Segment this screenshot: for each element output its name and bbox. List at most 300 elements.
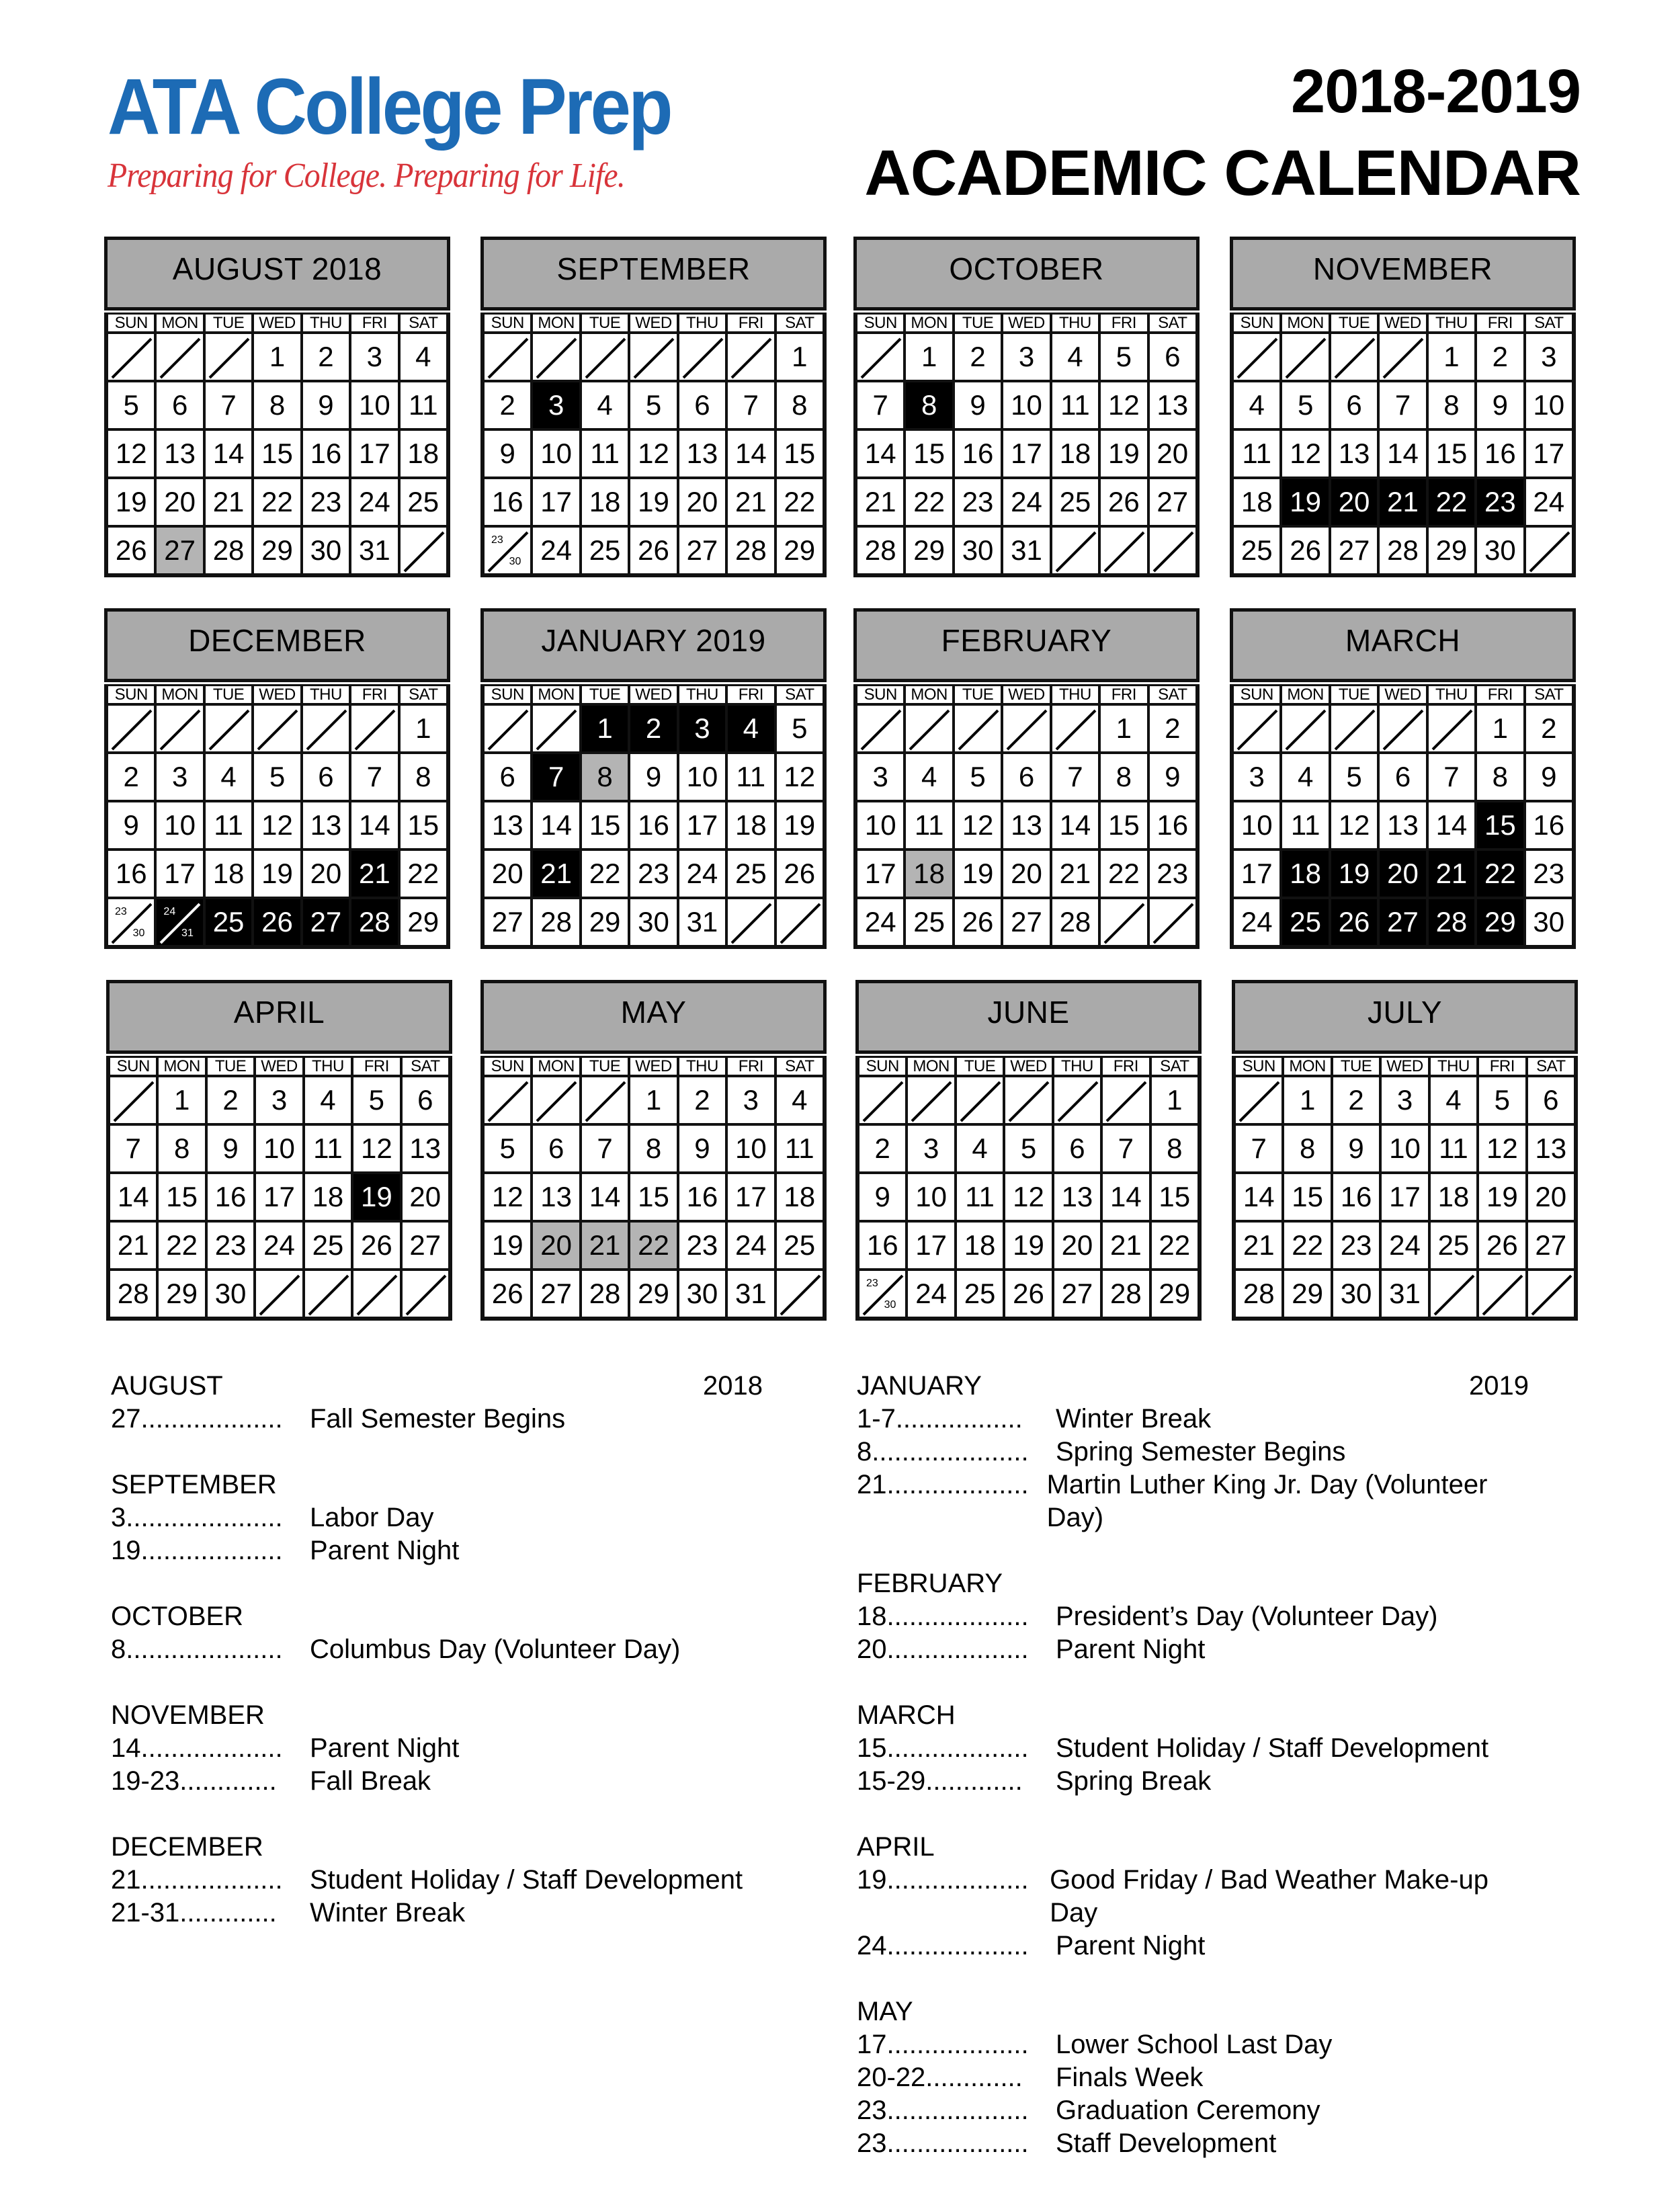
day-cell: 23 [1333,1223,1379,1268]
day-cell: 6 [403,1077,448,1123]
day-cell: 16 [955,431,1001,477]
day-cell: 6 [1528,1077,1574,1123]
weekday-label: SUN [108,686,154,703]
day-cell: 3 [351,334,397,380]
weekday-label: FRI [1479,1058,1525,1075]
event-description: Parent Night [310,1536,460,1565]
month-calendar [853,608,1200,949]
empty-day-cell [1282,334,1328,380]
day-cell: 13 [485,802,530,848]
day-cell: 27 [485,899,530,945]
day-cell: 10 [1382,1126,1427,1171]
day-cell: 6 [157,382,202,428]
event-item [857,1930,1529,1962]
day-cell: 28 [582,1271,628,1317]
day-cell: 5 [485,1126,530,1171]
empty-day-cell [157,706,202,751]
empty-day-cell [157,334,202,380]
day-cell: 15 [401,802,446,848]
day-cell: 18 [582,479,628,525]
split-day-top: 23 [115,906,127,917]
day-cell: 14 [1429,802,1474,848]
day-cell: 27 [1528,1223,1574,1268]
event-description: President’s Day (Volunteer Day) [1056,1602,1438,1631]
month-grid [480,684,827,949]
empty-day-cell [256,1271,302,1317]
day-cell: 18 [1431,1174,1476,1220]
logo-name: ATA College Prep [108,63,671,151]
day-cell: 14 [1380,431,1425,477]
month-grid [1230,684,1576,949]
month-title: NOVEMBER [1230,237,1576,311]
day-cell: 8 [630,1126,676,1171]
day-cell: 26 [1331,899,1377,945]
day-cell: 8 [1477,754,1523,800]
empty-day-cell [1236,1077,1282,1123]
event-date: 8..................... [111,1635,283,1664]
empty-day-cell [1331,706,1377,751]
event-item [857,1732,1529,1765]
empty-day-cell [777,1271,823,1317]
day-cell: 9 [955,382,1001,428]
weekday-label: SUN [485,315,530,331]
day-cell: 3 [1003,334,1049,380]
day-cell: 1 [1284,1077,1330,1123]
month-title: DECEMBER [104,608,450,682]
day-cell: 10 [533,431,579,477]
day-cell: 6 [1054,1126,1100,1171]
day-cell: 16 [1477,431,1523,477]
day-cell: 27 [533,1271,579,1317]
day-cell: 4 [1282,754,1328,800]
day-cell: 27 [1003,899,1049,945]
day-cell: 19 [955,851,1001,897]
event-group [111,1370,763,1436]
weekday-label: SAT [1528,1058,1574,1075]
event-description: Parent Night [1056,1931,1206,1960]
empty-day-cell [906,706,952,751]
event-description: Lower School Last Day [1056,2030,1333,2059]
day-cell: 22 [1101,851,1146,897]
day-cell: 13 [1380,802,1425,848]
event-date: 19-23............. [111,1766,277,1796]
weekday-label: FRI [353,1058,399,1075]
day-cell: 5 [254,754,300,800]
day-cell: 5 [1479,1077,1525,1123]
event-date: 15................... [857,1733,1029,1763]
day-cell: 2 [208,1077,253,1123]
split-day-bottom: 31 [181,927,194,939]
day-cell: 5 [955,754,1001,800]
day-cell: 19 [1101,431,1146,477]
event-year: 2018 [703,1371,763,1401]
day-cell: 20 [1054,1223,1100,1268]
day-cell: 11 [906,802,952,848]
day-cell: 31 [1382,1271,1427,1317]
day-cell: 3 [256,1077,302,1123]
day-cell: 2 [303,334,349,380]
day-cell: 24 [351,479,397,525]
weekday-label: WED [254,686,300,703]
weekday-label: THU [1052,686,1098,703]
day-cell: 9 [485,431,530,477]
event-month-name: AUGUST [111,1371,223,1401]
day-cell: 14 [857,431,903,477]
day-cell: 17 [908,1223,954,1268]
day-cell: 24 [1234,899,1279,945]
weekday-label: TUE [206,315,251,331]
day-cell: 17 [1382,1174,1427,1220]
month-grid [853,684,1200,949]
day-cell: 13 [1054,1174,1100,1220]
day-cell: 20 [157,479,202,525]
day-cell: 26 [485,1271,530,1317]
day-cell: 23 [303,479,349,525]
day-cell: 30 [1477,528,1523,573]
day-cell: 2 [955,334,1001,380]
day-cell: 3 [157,754,202,800]
event-date: 15-29............. [857,1766,1023,1796]
empty-day-cell [728,334,773,380]
day-cell: 14 [1052,802,1098,848]
day-cell: 21 [1236,1223,1282,1268]
weekday-label: FRI [1101,686,1146,703]
day-cell: 26 [1282,528,1328,573]
weekday-label: MON [906,686,952,703]
day-cell: 29 [1284,1271,1330,1317]
weekday-label: FRI [1477,686,1523,703]
month-grid [1230,313,1576,577]
day-cell: 10 [157,802,202,848]
day-cell: 15 [1101,802,1146,848]
event-description: Winter Break [310,1898,466,1928]
weekday-label: MON [1282,315,1328,331]
day-cell: 7 [857,382,903,428]
day-cell: 14 [533,802,579,848]
day-cell: 28 [1429,899,1474,945]
weekday-label: WED [256,1058,302,1075]
event-item [857,1765,1529,1798]
event-item [857,1633,1529,1666]
day-cell: 2 [859,1126,905,1171]
empty-day-cell [533,334,579,380]
day-cell: 27 [1331,528,1377,573]
empty-day-cell [777,899,823,945]
day-cell: 11 [582,431,628,477]
month-grid [855,1056,1202,1321]
day-cell: 4 [728,706,773,751]
event-item [857,1864,1529,1930]
day-cell: 15 [906,431,952,477]
event-date: 14................... [111,1733,283,1763]
empty-day-cell [859,1077,905,1123]
day-cell: 3 [728,1077,773,1123]
event-group [857,1567,1529,1666]
day-cell: 29 [401,899,446,945]
split-day-top: 23 [491,534,503,546]
event-item [857,1468,1529,1534]
month-grid [480,1056,827,1321]
event-item [111,1732,763,1765]
event-month-heading [857,1370,1529,1403]
weekday-label: WED [630,686,676,703]
split-day-top: 24 [163,906,176,917]
day-cell: 14 [582,1174,628,1220]
day-cell: 21 [533,851,579,897]
day-cell: 21 [1429,851,1474,897]
day-cell: 28 [206,528,251,573]
day-cell: 27 [1054,1271,1100,1317]
day-cell: 20 [1528,1174,1574,1220]
day-cell: 28 [1052,899,1098,945]
day-cell: 15 [1152,1174,1198,1220]
empty-day-cell [957,1077,1003,1123]
month-calendar [104,608,450,949]
month-calendar [480,237,827,577]
day-cell: 17 [679,802,725,848]
event-description: Spring Break [1056,1766,1212,1796]
day-cell: 15 [777,431,823,477]
weekday-label: TUE [582,1058,628,1075]
day-cell: 22 [906,479,952,525]
day-cell: 6 [1003,754,1049,800]
day-cell: 7 [728,382,773,428]
day-cell: 7 [206,382,251,428]
month-title: APRIL [106,980,452,1054]
day-cell: 21 [857,479,903,525]
event-month-heading [111,1600,763,1633]
day-cell: 1 [1152,1077,1198,1123]
event-group [857,1995,1529,2160]
empty-day-cell [110,1077,156,1123]
event-item [857,2094,1529,2127]
day-cell: 31 [728,1271,773,1317]
split-day-bottom: 30 [509,556,521,567]
day-cell: 4 [582,382,628,428]
event-description: Fall Semester Begins [310,1404,566,1434]
weekday-label: WED [1380,315,1425,331]
day-cell: 26 [955,899,1001,945]
day-cell: 22 [777,479,823,525]
day-cell: 20 [1331,479,1377,525]
event-date: 20................... [857,1635,1029,1664]
weekday-label: SAT [401,686,446,703]
day-cell: 3 [679,706,725,751]
empty-day-cell [1479,1271,1525,1317]
day-cell: 5 [1101,334,1146,380]
day-cell: 4 [906,754,952,800]
day-cell: 5 [1005,1126,1051,1171]
empty-day-cell [533,706,579,751]
month-grid [104,684,450,949]
day-cell: 4 [1234,382,1279,428]
empty-day-cell [1150,528,1195,573]
weekday-label: SUN [1236,1058,1282,1075]
day-cell: 17 [256,1174,302,1220]
day-cell: 24 [256,1223,302,1268]
empty-day-cell [728,899,773,945]
weekday-label: SUN [1234,686,1279,703]
day-cell: 13 [303,802,349,848]
day-cell: 20 [303,851,349,897]
events-list-2019 [857,1370,1529,2193]
day-cell: 20 [1150,431,1195,477]
day-cell: 8 [582,754,628,800]
day-cell: 25 [206,899,251,945]
day-cell: 25 [582,528,628,573]
month-calendar [855,980,1202,1321]
event-description: Parent Night [310,1733,460,1763]
weekday-label: MON [908,1058,954,1075]
empty-day-cell [857,334,903,380]
day-cell: 1 [582,706,628,751]
day-cell: 30 [1526,899,1572,945]
day-cell: 29 [254,528,300,573]
day-cell: 16 [108,851,154,897]
event-month-name: MARCH [857,1700,956,1730]
day-cell: 19 [1331,851,1377,897]
day-cell: 25 [1052,479,1098,525]
day-cell: 26 [1005,1271,1051,1317]
day-cell: 18 [728,802,773,848]
day-cell: 14 [728,431,773,477]
event-group [857,1831,1529,1962]
event-year: 2019 [1469,1371,1529,1401]
day-cell: 23 [1526,851,1572,897]
day-cell: 12 [1101,382,1146,428]
day-cell: 6 [533,1126,579,1171]
day-cell: 24 [1382,1223,1427,1268]
day-cell: 17 [857,851,903,897]
day-cell: 4 [1431,1077,1476,1123]
day-cell: 12 [1005,1174,1051,1220]
empty-day-cell [351,706,397,751]
empty-day-cell [206,334,251,380]
event-description: Labor Day [310,1503,434,1532]
weekday-label: SUN [1234,315,1279,331]
day-cell: 5 [353,1077,399,1123]
day-cell: 8 [1152,1126,1198,1171]
day-cell: 22 [1152,1223,1198,1268]
day-cell: 23 [208,1223,253,1268]
empty-day-cell [353,1271,399,1317]
weekday-label: MON [533,1058,579,1075]
weekday-label: SUN [857,315,903,331]
event-description: Fall Break [310,1766,431,1796]
weekday-label: THU [303,315,349,331]
event-month-name: OCTOBER [111,1602,244,1631]
day-cell: 17 [533,479,579,525]
weekday-label: FRI [351,686,397,703]
event-group [111,1831,763,1930]
event-item [111,1633,763,1666]
weekday-label: SAT [777,315,823,331]
weekday-label: THU [679,315,725,331]
event-group [111,1600,763,1666]
event-month-heading [857,1699,1529,1732]
day-cell: 20 [533,1223,579,1268]
day-cell: 21 [1103,1223,1148,1268]
weekday-label: THU [679,686,725,703]
day-cell: 29 [906,528,952,573]
day-cell: 28 [1103,1271,1148,1317]
day-cell: 15 [254,431,300,477]
day-cell: 2 [1333,1077,1379,1123]
empty-day-cell [1380,706,1425,751]
day-cell: 19 [1005,1223,1051,1268]
day-cell: 26 [630,528,676,573]
day-cell: 25 [957,1271,1003,1317]
day-cell: 17 [157,851,202,897]
day-cell: 7 [1380,382,1425,428]
day-cell: 22 [1429,479,1474,525]
split-day-bottom: 30 [132,927,145,939]
day-cell: 19 [108,479,154,525]
day-cell: 9 [1150,754,1195,800]
day-cell: 6 [303,754,349,800]
event-date: 1-7................. [857,1404,1023,1434]
weekday-label: FRI [351,315,397,331]
day-cell: 8 [906,382,952,428]
weekday-label: TUE [1333,1058,1379,1075]
day-cell: 11 [957,1174,1003,1220]
event-item [111,1864,763,1897]
day-cell: 7 [110,1126,156,1171]
day-cell: 11 [1234,431,1279,477]
weekday-label: SUN [485,686,530,703]
day-cell: 12 [254,802,300,848]
day-cell: 25 [305,1223,351,1268]
empty-day-cell [1526,528,1572,573]
day-cell: 24 [679,851,725,897]
weekday-label: SUN [859,1058,905,1075]
event-date: 8..................... [857,1437,1029,1466]
day-cell: 14 [206,431,251,477]
day-cell: 13 [157,431,202,477]
weekday-label: TUE [1331,315,1377,331]
month-calendar [480,608,827,949]
day-cell: 24 [908,1271,954,1317]
event-month-heading [111,1831,763,1864]
day-cell: 25 [728,851,773,897]
day-cell: 10 [728,1126,773,1171]
day-cell: 16 [1150,802,1195,848]
empty-day-cell [108,334,154,380]
day-cell: 29 [1429,528,1474,573]
day-cell: 12 [485,1174,530,1220]
day-cell: 12 [1479,1126,1525,1171]
day-cell: 18 [777,1174,823,1220]
day-cell: 29 [1152,1271,1198,1317]
day-cell: 5 [108,382,154,428]
day-cell: 7 [351,754,397,800]
weekday-label: TUE [208,1058,253,1075]
day-cell: 29 [582,899,628,945]
day-cell: 26 [254,899,300,945]
split-day-top: 23 [866,1278,878,1289]
day-cell: 10 [1003,382,1049,428]
event-date: 24................... [857,1931,1029,1960]
weekday-label: SUN [110,1058,156,1075]
day-cell: 12 [955,802,1001,848]
day-cell: 29 [1477,899,1523,945]
event-description: Student Holiday / Staff Development [1056,1733,1489,1763]
event-month-heading [111,1370,763,1403]
day-cell: 19 [1479,1174,1525,1220]
month-grid [1232,1056,1578,1321]
day-cell: 5 [1282,382,1328,428]
day-cell: 9 [303,382,349,428]
